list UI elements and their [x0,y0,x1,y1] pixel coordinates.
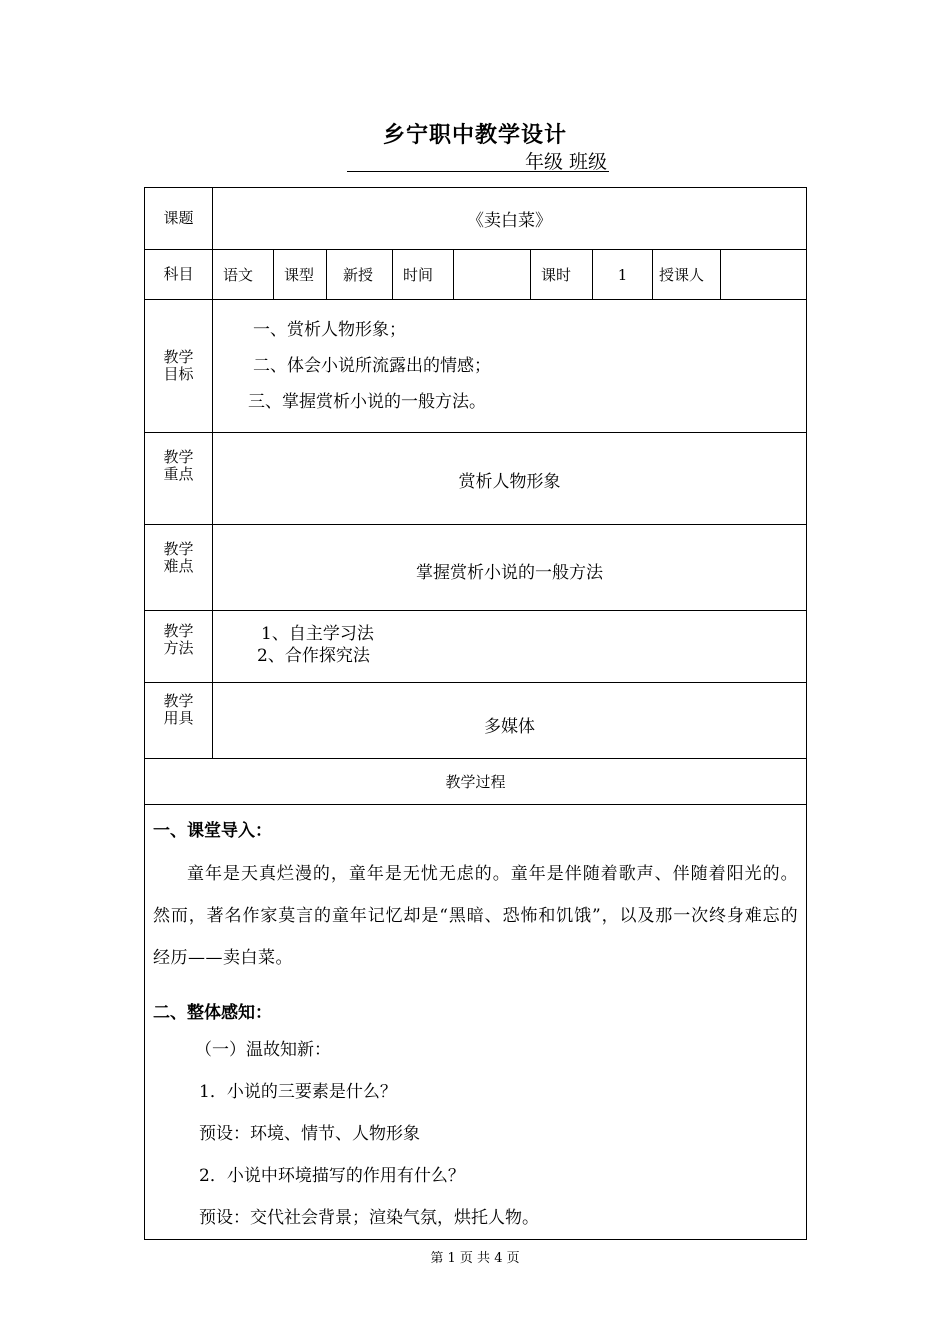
method-list [213,611,807,683]
process-header-row [145,759,807,805]
answer-1: 预设：环境、情节、人物形象 [199,1124,420,1144]
tools-row [145,683,807,759]
process-body [145,805,807,1240]
topic-value: 《卖白菜》 [213,188,807,250]
teacher-value [721,250,807,300]
intro-text: 童年是天真烂漫的，童年是无忧无虑的。童年是伴随着歌声、伴随着阳光的。然而，著名作家莫言的童年记忆却是“黑暗、恐怖和饥饿”，以及那一次终身难忘的经历——卖白菜。 [153,864,799,968]
hours-value: 1 [593,250,653,300]
overview-heading: 二、整体感知： [153,1003,272,1023]
method-item: 2、合作探究法 [257,646,370,666]
type-label: 课型 [274,250,327,300]
tools-label: 教学 用具 [145,683,213,759]
method-label: 教学 方法 [145,611,213,683]
topic-label: 课题 [145,188,213,250]
question-2: 2．小说中环境描写的作用有什么？ [199,1166,465,1186]
hours-label: 课时 [531,250,593,300]
goals-list [213,300,807,433]
process-body-row [145,805,807,1240]
topic-row [145,188,807,250]
question-1: 1．小说的三要素是什么？ [199,1082,397,1102]
difficulty-row [145,525,807,611]
lesson-plan-table [144,187,807,1240]
difficulty-label: 教学 难点 [145,525,213,611]
subject-value: 语文 [213,250,274,300]
goals-row [145,300,807,433]
method-item: 1、自主学习法 [261,624,374,644]
answer-2: 预设：交代社会背景；渲染气氛，烘托人物。 [199,1208,539,1228]
type-value: 新授 [327,250,393,300]
intro-heading: 一、课堂导入： [153,821,272,841]
process-label: 教学过程 [145,759,807,805]
goals-label: 教学 目标 [145,300,213,433]
page-footer: 第 1 页 共 4 页 [430,1251,520,1266]
time-value [454,250,531,300]
tools-value: 多媒体 [213,683,807,759]
goal-item: 二、体会小说所流露出的情感； [253,356,491,376]
time-label: 时间 [393,250,454,300]
method-row [145,611,807,683]
meta-row [145,250,807,300]
review-subheading: （一）温故知新： [195,1040,331,1060]
goal-item: 三、掌握赏析小说的一般方法。 [248,392,486,412]
grade-class-line [347,145,609,172]
key-point-label: 教学 重点 [145,433,213,525]
key-point-value: 赏析人物形象 [213,433,807,525]
teacher-label: 授课人 [653,250,721,300]
goal-item: 一、赏析人物形象； [253,320,406,340]
difficulty-value: 掌握赏析小说的一般方法 [213,525,807,611]
key-point-row [145,433,807,525]
subject-label: 科目 [145,250,213,300]
document-title: 乡宁职中教学设计 [382,122,567,148]
grade-class-text: 年级 班级 [524,151,607,173]
